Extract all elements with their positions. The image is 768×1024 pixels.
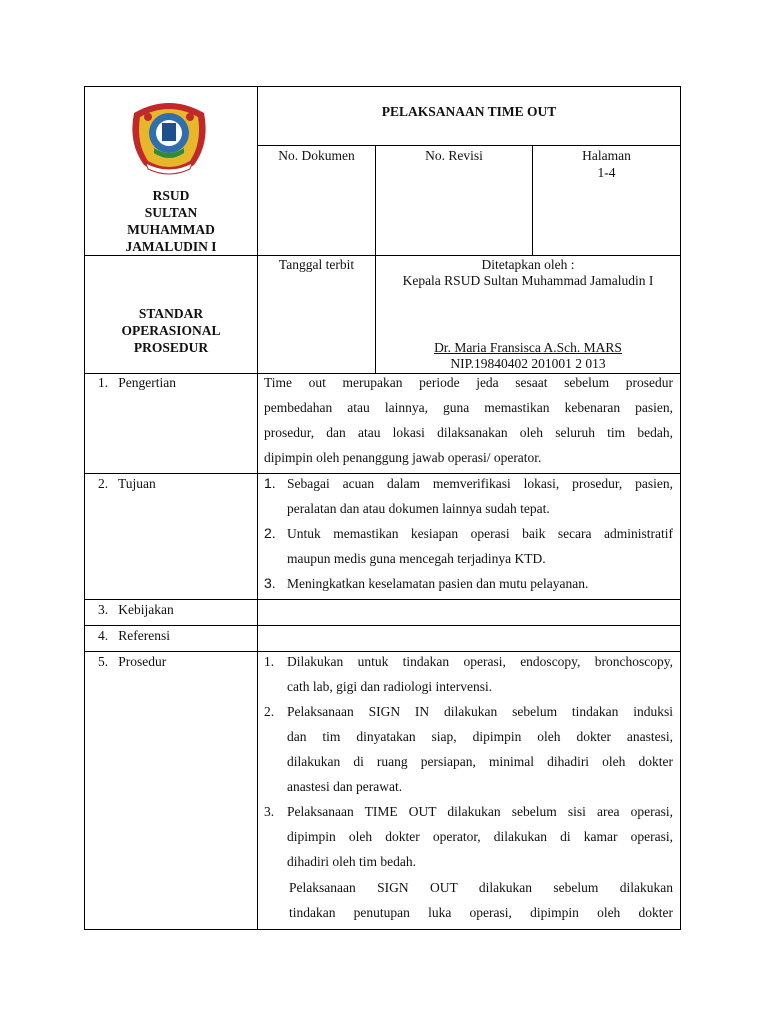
ditetapkan-by: Kepala RSUD Sultan Muhammad Jamaludin I <box>402 273 654 288</box>
signatory-name <box>376 339 680 356</box>
text-line: Pelaksanaan TIME OUT dilakukan sebelum sisi area operasi, <box>287 804 673 819</box>
org-line: RSUD <box>152 188 190 203</box>
text-line: dilakukan di ruang persiapan, minimal dihadiri oleh dokter <box>287 754 673 769</box>
no-revisi-label: No. Revisi <box>425 148 483 163</box>
doc-type-line: OPERASIONAL <box>121 323 221 338</box>
list-item <box>287 521 673 571</box>
section-label-prosedur: 5. Prosedur <box>98 654 167 669</box>
pengertian-text <box>264 370 673 470</box>
document-title: PELAKSANAAN TIME OUT <box>381 104 557 119</box>
list-number: 1. <box>264 475 276 491</box>
no-dokumen-label: No. Dokumen <box>278 148 355 163</box>
ditetapkan-label: Ditetapkan oleh : <box>481 257 575 272</box>
doc-type-line: PROSEDUR <box>133 340 209 355</box>
list-item <box>287 571 673 596</box>
text-line: Pelaksanaan SIGN IN dilakukan sebelum tindakan induksi <box>287 704 673 719</box>
org-line: SULTAN <box>144 205 198 220</box>
text-line: dipimpin oleh dokter operator, dilakukan di kamar operasi, <box>287 829 673 844</box>
text-line: pembedahan atau lainnya, guna memastikan kebenaran pasien, <box>264 400 673 415</box>
list-item <box>287 699 673 799</box>
doc-type <box>85 305 257 356</box>
org-line: MUHAMMAD <box>127 222 215 237</box>
halaman-value: 1-4 <box>597 165 616 180</box>
text-line: Dilakukan untuk tindakan operasi, endoscopy, bronchoscopy, <box>287 654 673 669</box>
text-line: dihadiri oleh tim bedah. <box>287 854 416 869</box>
section-label-pengertian: 1. Pengertian <box>98 375 176 390</box>
text-line: anastesi dan perawat. <box>287 779 403 794</box>
text-line: Time out merupakan periode jeda sesaat sebelum prosedur <box>264 375 673 390</box>
list-number: 3. <box>264 575 276 591</box>
list-item <box>287 799 673 874</box>
text-line: Pelaksanaan SIGN OUT dilakukan sebelum dilakukan <box>289 880 673 895</box>
text-line: dipimpin oleh penanggung jawab operasi/ operator. <box>264 450 542 465</box>
list-item <box>287 649 673 699</box>
list-item <box>287 471 673 521</box>
signatory-nip: NIP.19840402 201001 2 013 <box>450 356 606 371</box>
text-line: maupun medis guna mencegah terjadinya KTD. <box>287 551 546 566</box>
list-number: 1. <box>264 654 275 669</box>
list-number: 2. <box>264 704 275 719</box>
halaman-label: Halaman <box>582 148 631 163</box>
org-line: JAMALUDIN I <box>125 239 217 254</box>
text-line: dan tim dinyatakan siap, dipimpin oleh dokter anastesi, <box>287 729 673 744</box>
prosedur-continuation <box>289 875 673 925</box>
text-line: peralatan dan atau dokumen lainnya sudah tepat. <box>287 501 550 516</box>
text-line: cath lab, gigi dan radiologi intervensi. <box>287 679 493 694</box>
signatory-name-text: Dr. Maria Fransisca A.Sch. MARS <box>434 340 622 355</box>
list-number: 3. <box>264 804 275 819</box>
org-name <box>85 187 257 255</box>
section-label-kebijakan: 3. Kebijakan <box>98 602 174 617</box>
text-line: tindakan penutupan luka operasi, dipimpin oleh dokter <box>289 905 673 920</box>
text-line: Meningkatkan keselamatan pasien dan mutu pelayanan. <box>287 576 589 591</box>
logo-icon <box>124 93 214 183</box>
doc-type-line: STANDAR <box>138 306 204 321</box>
tanggal-terbit-label: Tanggal terbit <box>278 257 355 272</box>
text-line: Untuk memastikan kesiapan operasi baik secara administratif <box>287 526 673 541</box>
text-line: Sebagai acuan dalam memverifikasi lokasi, prosedur, pasien, <box>287 476 673 491</box>
section-label-referensi: 4. Referensi <box>98 628 170 643</box>
text-line: prosedur, dan atau lokasi dilaksanakan oleh seluruh tim bedah, <box>264 425 673 440</box>
list-number: 2. <box>264 525 276 541</box>
section-label-tujuan: 2. Tujuan <box>98 476 156 491</box>
